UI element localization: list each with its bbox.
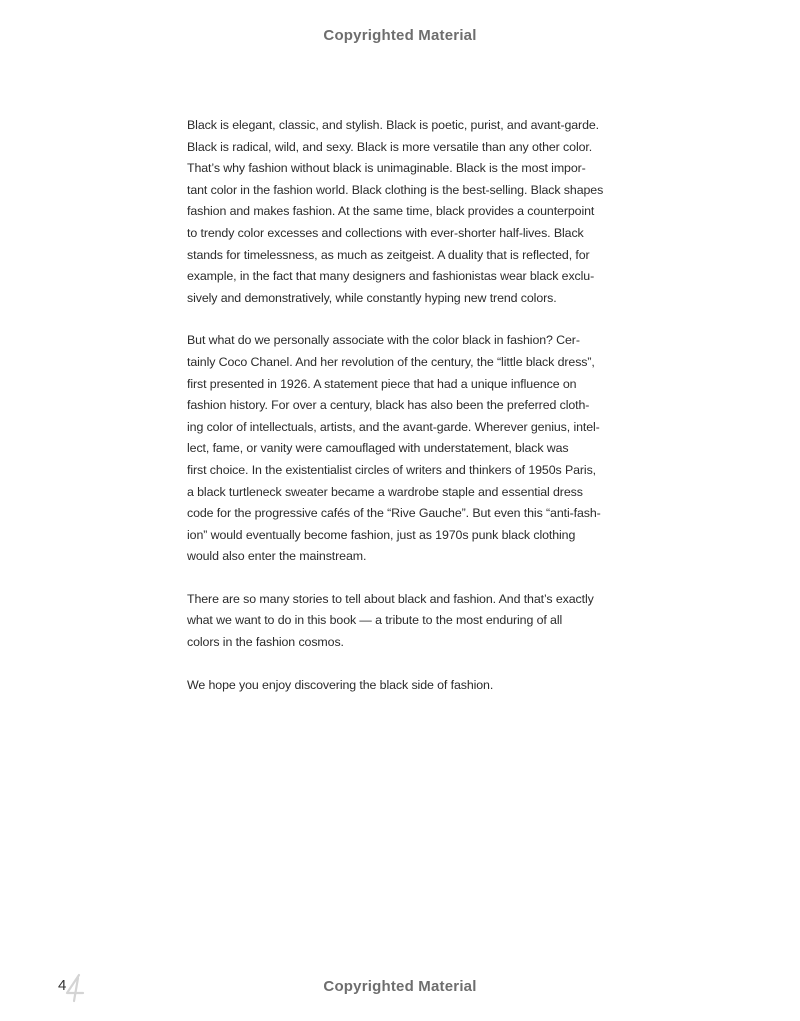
- paragraph-1: [187, 115, 627, 309]
- text-line: That’s why fashion without black is unimaginable. Black is the most impor-: [187, 161, 586, 176]
- text-line: Black is elegant, classic, and stylish. Black is poetic, purist, and avant-garde.: [187, 118, 600, 132]
- text-line: There are so many stories to tell about black and fashion. And that’s exactly: [187, 591, 594, 606]
- text-line: tant color in the fashion world. Black clothing is the best-selling. Black shapes: [187, 182, 604, 197]
- paragraph-4: [187, 675, 627, 697]
- text-line: ion” would eventually become fashion, just as 1970s punk black clothing: [187, 527, 576, 542]
- paragraph-3: [187, 589, 627, 654]
- text-line: first presented in 1926. A statement piece that had a unique influence on: [187, 376, 577, 391]
- text-line: a black turtleneck sweater became a wardrobe staple and essential dress: [187, 484, 583, 499]
- text-line: Black is radical, wild, and sexy. Black is more versatile than any other color.: [187, 139, 593, 154]
- copyright-watermark-bottom: Copyrighted Material: [323, 978, 477, 995]
- text-line: lect, fame, or vanity were camouflaged with understatement, black was: [187, 441, 569, 456]
- text-line: colors in the fashion cosmos.: [187, 635, 344, 650]
- text-line: what we want to do in this book — a tribute to the most enduring of all: [187, 613, 563, 628]
- text-line: tainly Coco Chanel. And her revolution of the century, the “little black dress”,: [187, 354, 595, 369]
- text-line: stands for timelessness, as much as zeitgeist. A duality that is reflected, for: [187, 247, 590, 262]
- text-line: sively and demonstratively, while constantly hyping new trend colors.: [187, 290, 557, 305]
- text-line: But what do we personally associate with the color black in fashion? Cer-: [187, 333, 580, 348]
- text-line: to trendy color excesses and collections with ever-shorter half-lives. Black: [187, 225, 584, 240]
- copyright-watermark-top: Copyrighted Material: [323, 27, 477, 44]
- text-line: code for the progressive cafés of the “Rive Gauche”. But even this “anti-fash-: [187, 506, 601, 521]
- text-line: fashion history. For over a century, black has also been the preferred cloth-: [187, 398, 590, 413]
- paragraph-2: [187, 330, 627, 568]
- body-text: [187, 115, 627, 717]
- text-line: ing color of intellectuals, artists, and the avant-garde. Wherever genius, intel-: [187, 419, 600, 434]
- page-number-digit: 4: [58, 977, 67, 994]
- text-line: We hope you enjoy discovering the black side of fashion.: [187, 677, 494, 692]
- text-line: fashion and makes fashion. At the same time, black provides a counterpoint: [187, 204, 595, 219]
- text-line: example, in the fact that many designers and fashionistas wear black exclu-: [187, 269, 595, 284]
- text-line: first choice. In the existentialist circles of writers and thinkers of 1950s Paris,: [187, 462, 597, 477]
- text-line: would also enter the mainstream.: [187, 549, 367, 564]
